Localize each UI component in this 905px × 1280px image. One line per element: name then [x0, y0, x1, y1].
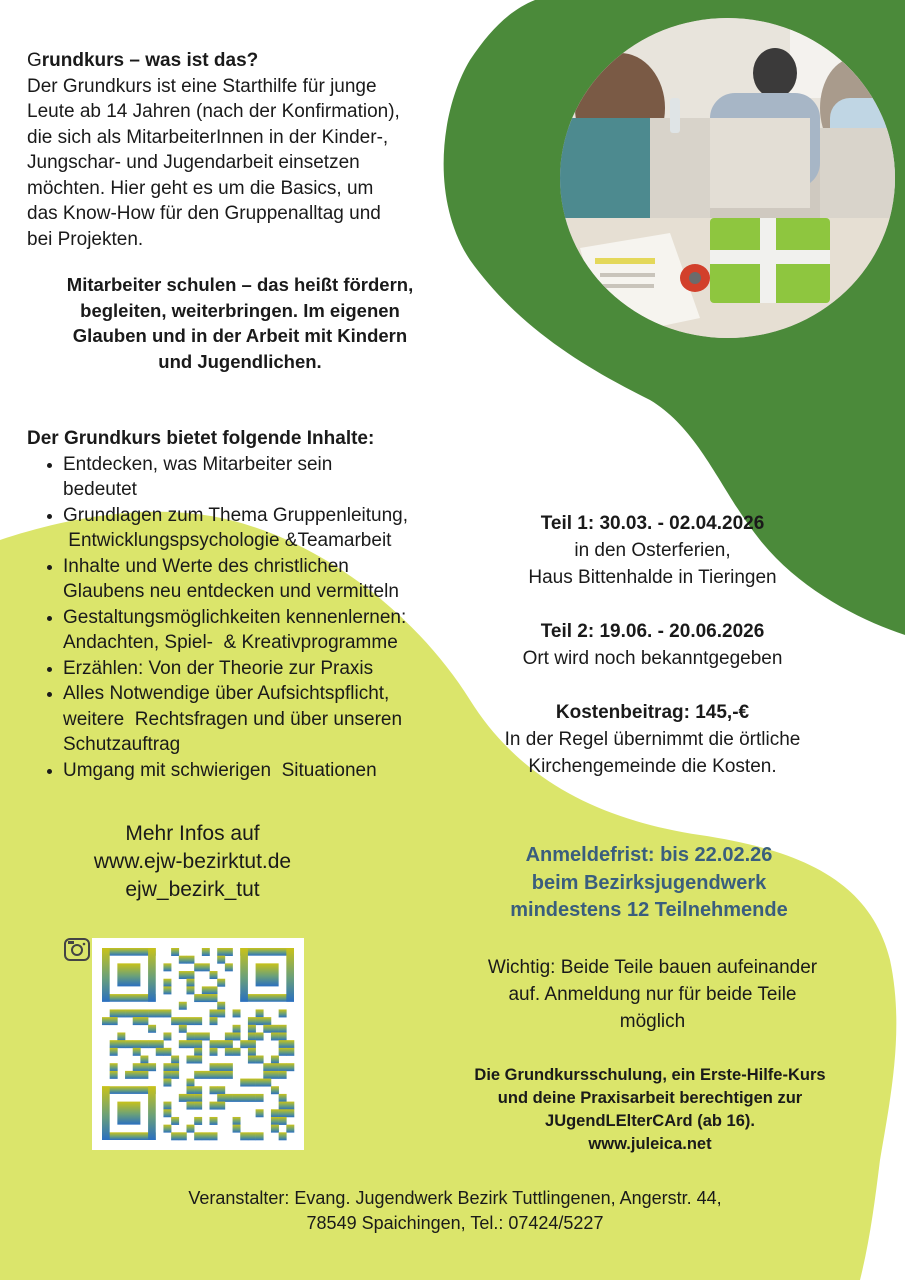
intro-heading: Grundkurs – was ist das?: [27, 50, 259, 71]
infos-label: Mehr Infos auf: [125, 822, 260, 845]
juleica-line: Die Grundkursschulung, ein Erste-Hilfe-Kurs: [474, 1066, 826, 1084]
qr-code[interactable]: [92, 938, 304, 1150]
footer-line: Veranstalter: Evang. Jugendwerk Bezirk Tuttlingenen, Angerstr. 44,: [188, 1188, 722, 1208]
instagram-handle[interactable]: ejw_bezirk_tut: [125, 878, 260, 901]
intro-section: [27, 48, 457, 252]
important-line: auf. Anmeldung nur für beide Teile: [508, 984, 797, 1005]
intro-line: möchten. Hier geht es um die Basics, um: [27, 177, 374, 199]
list-item: Alles Notwendige über Aufsichtspflicht, weitere Rechtsfragen und über unseren Schutzauftrag: [27, 681, 467, 758]
instagram-icon: [63, 935, 91, 963]
more-infos: [60, 820, 325, 904]
footer-line: 78549 Spaichingen, Tel.: 07424/5227: [306, 1213, 604, 1233]
part1-title: Teil 1: 30.03. - 02.04.2026: [540, 513, 765, 534]
mission-line: Glauben und in der Arbeit mit Kindern: [72, 325, 408, 346]
list-item: Entdecken, was Mitarbeiter sein bedeutet: [27, 452, 467, 503]
intro-line: Leute ab 14 Jahren (nach der Konfirmation),: [27, 101, 400, 122]
registration-deadline: [470, 842, 828, 925]
part1-line: in den Osterferien,: [574, 540, 731, 561]
intro-line: Der Grundkurs ist eine Starthilfe für junge: [27, 75, 377, 97]
important-line: Wichtig: Beide Teile bauen aufeinander: [487, 957, 818, 978]
dates-section: [470, 510, 835, 780]
cost-title: Kostenbeitrag: 145,-€: [555, 702, 750, 723]
course-contents: [27, 426, 467, 783]
intro-line: die sich als MitarbeiterInnen in der Kinder-,: [27, 126, 389, 148]
part2-location: Ort wird noch bekanntgegeben: [522, 648, 783, 669]
juleica-link[interactable]: www.juleica.net: [588, 1135, 712, 1153]
website-link[interactable]: www.ejw-bezirktut.de: [93, 850, 292, 873]
cost-line: In der Regel übernimmt die örtliche: [504, 729, 801, 750]
juleica-info: [430, 1064, 870, 1156]
contents-list: [27, 452, 467, 784]
deadline-line: Anmeldefrist: bis 22.02.26: [525, 844, 773, 866]
cost-line: Kirchengemeinde die Kosten.: [528, 756, 777, 777]
list-item: Umgang mit schwierigen Situationen: [27, 758, 467, 784]
list-item: Gestaltungsmöglichkeiten kennenlernen: Andachten, Spiel- & Kreativprogramme: [27, 605, 467, 656]
mission-line: begleiten, weiterbringen. Im eigenen: [80, 299, 400, 321]
mission-line: Mitarbeiter schulen – das heißt fördern,: [66, 274, 414, 295]
workshop-photo: [560, 18, 895, 338]
part1-location: Haus Bittenhalde in Tieringen: [528, 567, 777, 588]
list-item: Grundlagen zum Thema Gruppenleitung, Entwicklungspsychologie &Teamarbeit: [27, 503, 467, 554]
important-line: möglich: [619, 1011, 686, 1032]
part2-title: Teil 2: 19.06. - 20.06.2026: [540, 621, 765, 642]
intro-line: das Know-How für den Gruppenalltag und: [27, 203, 381, 224]
deadline-line: beim Bezirksjugendwerk: [531, 871, 767, 894]
mission-line: und Jugendlichen.: [158, 350, 322, 372]
organizer-footer: [70, 1186, 840, 1236]
list-item: Inhalte und Werte des christlichen Glaubens neu entdecken und vermitteln: [27, 554, 467, 605]
deadline-line: mindestens 12 Teilnehmende: [510, 899, 788, 921]
list-item: Erzählen: Von der Theorie zur Praxis: [27, 656, 467, 682]
intro-line: Jungschar- und Jugendarbeit einsetzen: [27, 152, 360, 173]
juleica-line: JUgendLElterCArd (ab 16).: [545, 1112, 755, 1130]
intro-line: bei Projekten.: [27, 228, 144, 250]
mission-statement: [30, 272, 450, 374]
juleica-line: und deine Praxisarbeit berechtigen zur: [497, 1089, 803, 1107]
important-note: [450, 954, 855, 1035]
contents-heading: Der Grundkurs bietet folgende Inhalte:: [27, 428, 375, 449]
